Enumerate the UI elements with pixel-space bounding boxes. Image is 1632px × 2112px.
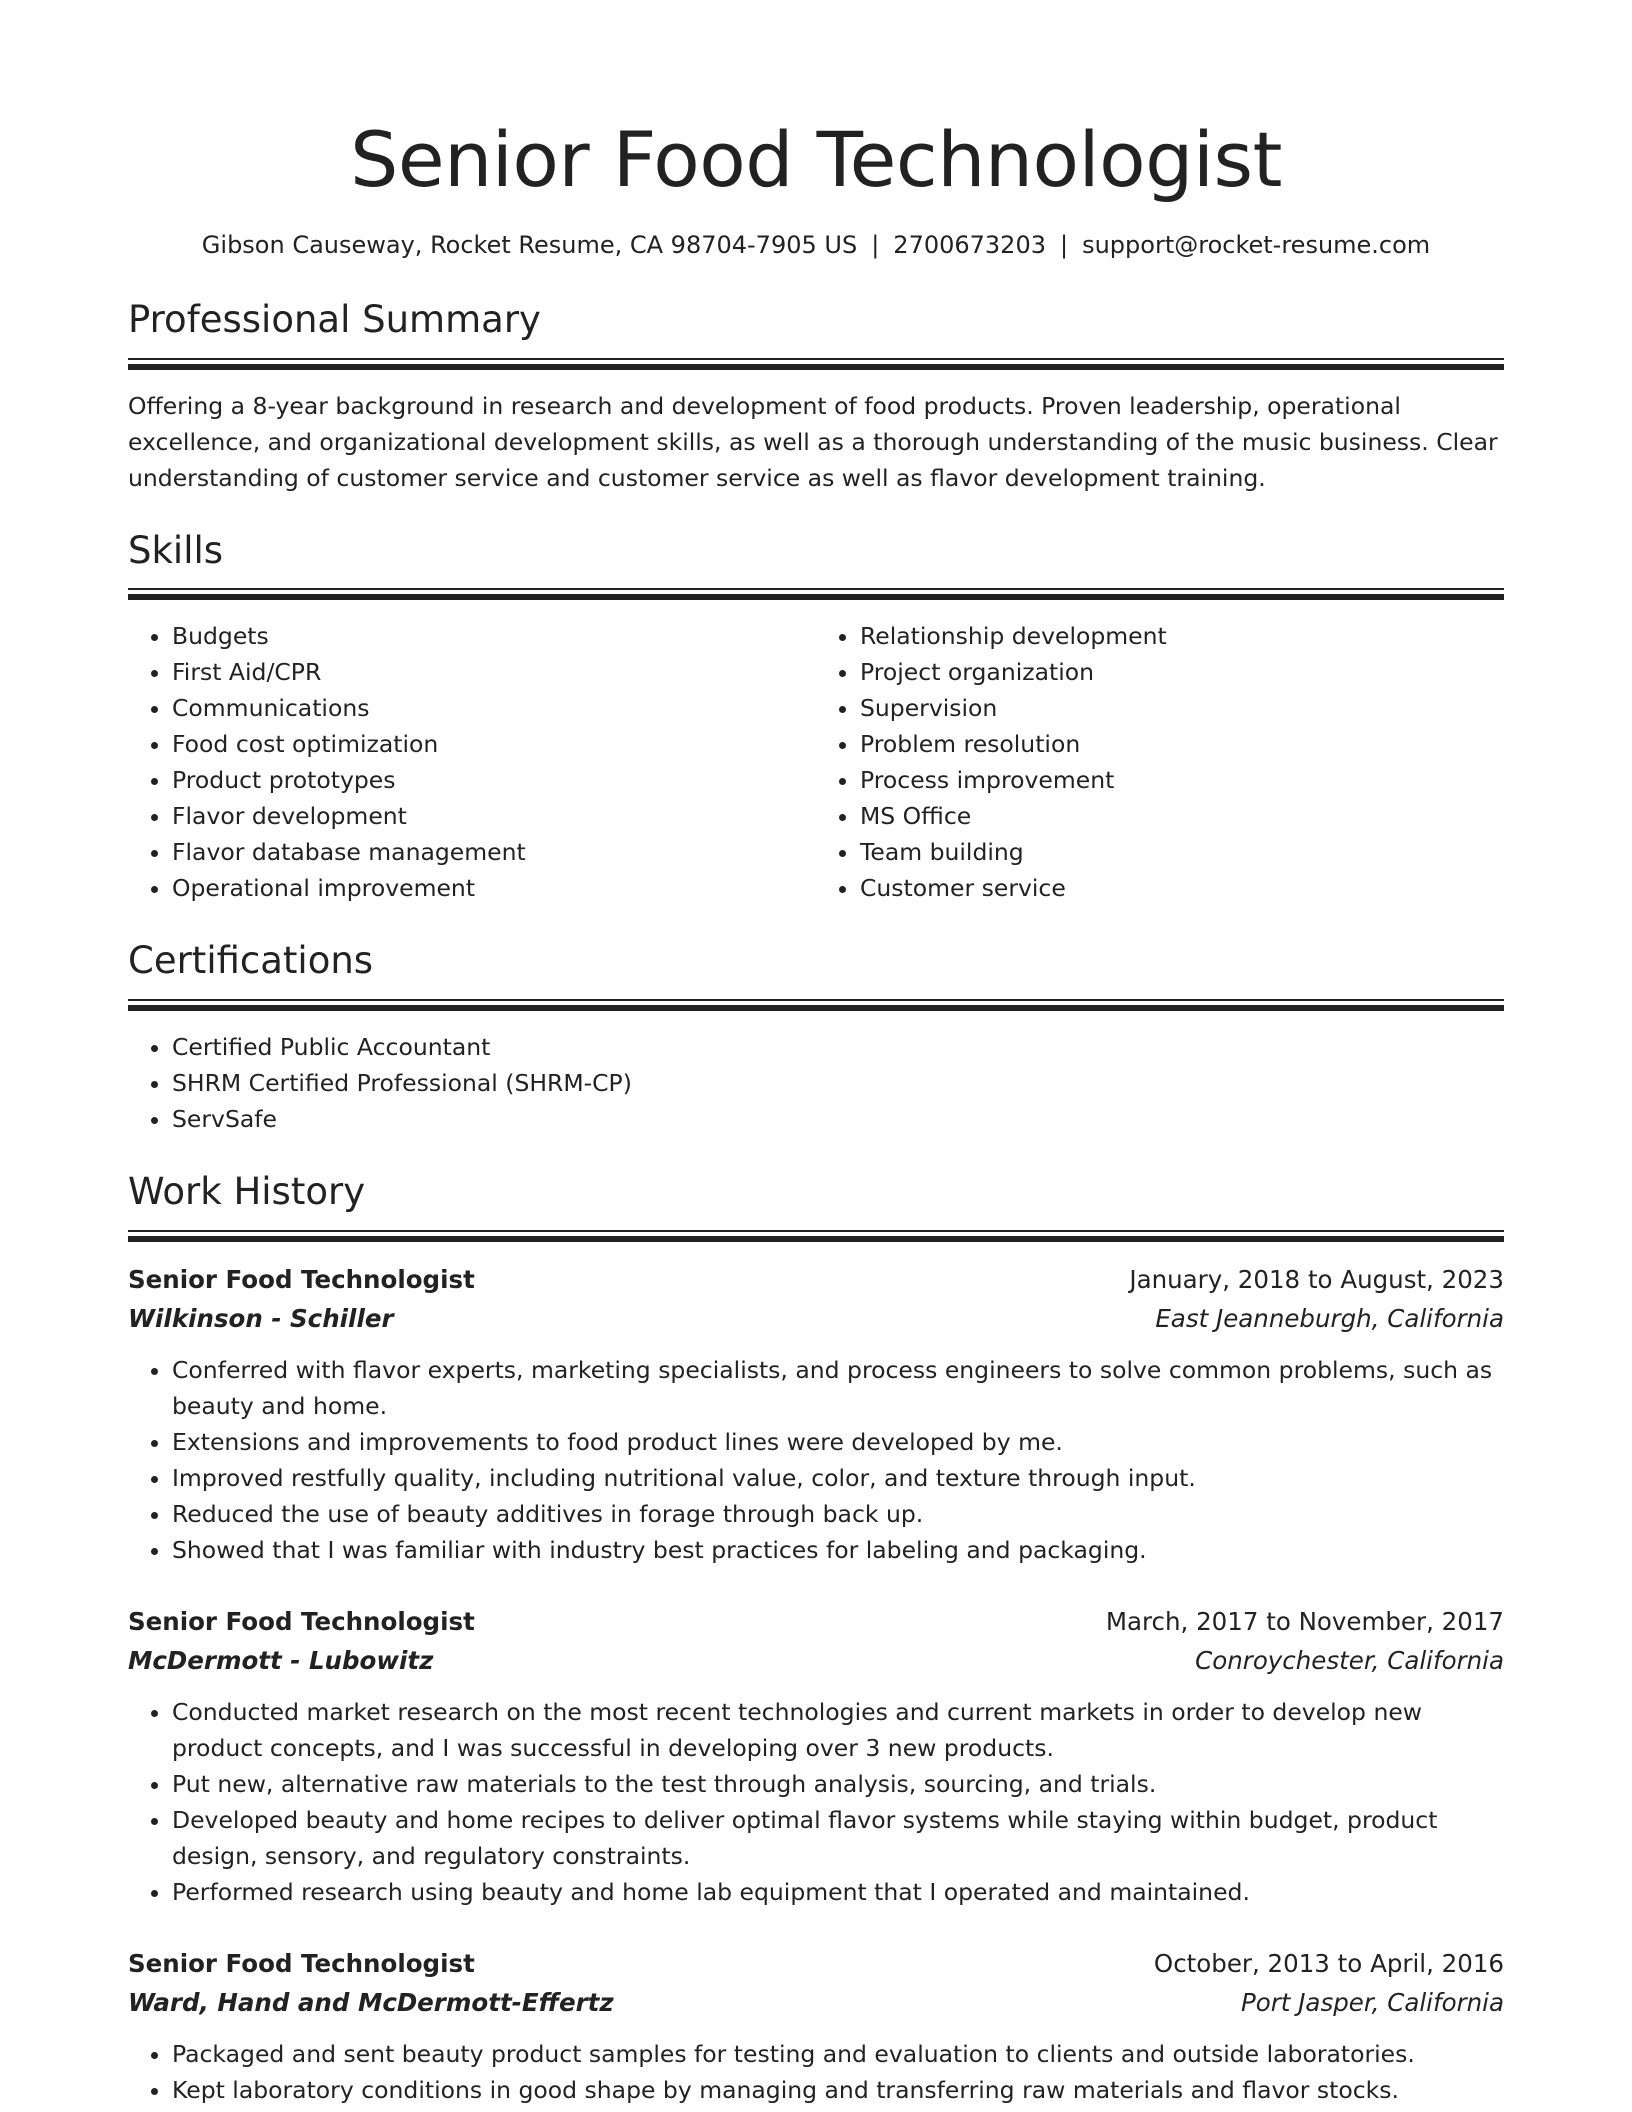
contact-email: support@rocket-resume.com — [1082, 231, 1431, 260]
work-history-section — [128, 1171, 1504, 2108]
section-divider — [128, 1230, 1504, 1242]
section-title: Certifications — [128, 939, 374, 983]
skills-section — [128, 530, 1504, 907]
skill-item: • Process improvement — [860, 762, 1504, 798]
job-title: Senior Food Technologist — [128, 1606, 475, 1636]
job-location: East Jeanneburgh, California — [1155, 1303, 1504, 1333]
job-dates: March, 2017 to November, 2017 — [1105, 1606, 1504, 1636]
skill-item: • Project organization — [860, 654, 1504, 690]
section-divider — [128, 588, 1504, 600]
job-bullet: • Conferred with flavor experts, marketing specialists, and process engineers to solve common problems, such as beauty and home. — [172, 1352, 1504, 1424]
skill-item: • Operational improvement — [172, 870, 816, 906]
job-bullet: • Put new, alternative raw materials to the test through analysis, sourcing, and trials. — [172, 1766, 1504, 1802]
job-bullet: • Extensions and improvements to food product lines were developed by me. — [172, 1424, 1504, 1460]
summary-text: Offering a 8-year background in research and development of food products. Proven leadership, operational excellence, and organizational development skills, as well as a thorough understanding of the music business. Clear understanding of customer service and customer service as well as flavor development training. — [128, 391, 1498, 492]
skill-item: • Product prototypes — [172, 762, 816, 798]
job-company-row — [128, 1641, 1504, 1680]
job-location: Port Jasper, California — [1240, 1987, 1504, 2017]
certification-item: • SHRM Certified Professional (SHRM-CP) — [172, 1065, 1504, 1101]
job-bullets — [128, 2036, 1504, 2108]
job-bullet: • Reduced the use of beauty additives in forage through back up. — [172, 1496, 1504, 1532]
contact-line — [128, 231, 1504, 259]
contact-phone: 2700673203 — [893, 231, 1046, 260]
skill-item: • Problem resolution — [860, 726, 1504, 762]
skill-item: • Team building — [860, 834, 1504, 870]
skills-list-left — [128, 618, 816, 906]
skill-item: • Supervision — [860, 690, 1504, 726]
section-divider — [128, 358, 1504, 370]
job-company-row — [128, 1983, 1504, 2022]
job-company: Ward, Hand and McDermott-Effertz — [128, 1987, 614, 2017]
skills-grid — [128, 618, 1504, 906]
skills-list-right — [816, 618, 1504, 906]
skill-item: • Communications — [172, 690, 816, 726]
job-header-row — [128, 1944, 1504, 1983]
job-entry — [128, 1944, 1504, 2108]
job-title: Senior Food Technologist — [128, 1948, 475, 1978]
job-bullet: • Performed research using beauty and home lab equipment that I operated and maintained. — [172, 1874, 1504, 1910]
job-bullets — [128, 1694, 1504, 1910]
skill-item: • Flavor development — [172, 798, 816, 834]
certifications-list — [128, 1029, 1504, 1137]
job-bullet: • Improved restfully quality, including nutritional value, color, and texture through input. — [172, 1460, 1504, 1496]
job-bullet: • Developed beauty and home recipes to deliver optimal flavor systems while staying within budget, product design, sensory, and regulatory constraints. — [172, 1802, 1504, 1874]
job-bullet: • Showed that I was familiar with industry best practices for labeling and packaging. — [172, 1532, 1504, 1568]
section-divider — [128, 999, 1504, 1011]
job-header-row — [128, 1260, 1504, 1299]
skill-item: • First Aid/CPR — [172, 654, 816, 690]
job-company: Wilkinson - Schiller — [128, 1303, 394, 1333]
contact-separator: | — [871, 231, 880, 260]
section-title: Skills — [128, 528, 224, 572]
contact-address: Gibson Causeway, Rocket Resume, CA 98704-7905 US — [201, 231, 858, 260]
job-bullet: • Conducted market research on the most recent technologies and current markets in order to develop new product concepts, and I was successful in developing over 3 new products. — [172, 1694, 1504, 1766]
job-bullet: • Packaged and sent beauty product samples for testing and evaluation to clients and outside laboratories. — [172, 2036, 1504, 2072]
skill-item: • MS Office — [860, 798, 1504, 834]
job-header-row — [128, 1602, 1504, 1641]
contact-separator: | — [1060, 231, 1069, 260]
section-title: Professional Summary — [128, 298, 541, 342]
certification-item: • Certified Public Accountant — [172, 1029, 1504, 1065]
section-title: Work History — [128, 1170, 366, 1214]
certifications-section — [128, 940, 1504, 1137]
job-bullet: • Kept laboratory conditions in good shape by managing and transferring raw materials and flavor stocks. — [172, 2072, 1504, 2108]
skill-item: • Food cost optimization — [172, 726, 816, 762]
summary-section — [128, 299, 1504, 496]
job-title: Senior Food Technologist — [128, 1264, 475, 1294]
job-bullets — [128, 1352, 1504, 1568]
job-dates: October, 2013 to April, 2016 — [1153, 1948, 1504, 1978]
job-location: Conroychester, California — [1195, 1645, 1504, 1675]
job-company-row — [128, 1299, 1504, 1338]
job-entry — [128, 1602, 1504, 1910]
skill-item: • Customer service — [860, 870, 1504, 906]
job-entry — [128, 1260, 1504, 1568]
job-company: McDermott - Lubowitz — [128, 1645, 434, 1675]
skill-item: • Flavor database management — [172, 834, 816, 870]
job-dates: January, 2018 to August, 2023 — [1129, 1264, 1504, 1294]
skill-item: • Relationship development — [860, 618, 1504, 654]
skill-item: • Budgets — [172, 618, 816, 654]
certification-item: • ServSafe — [172, 1101, 1504, 1137]
resume-name: Senior Food Technologist — [350, 115, 1282, 204]
